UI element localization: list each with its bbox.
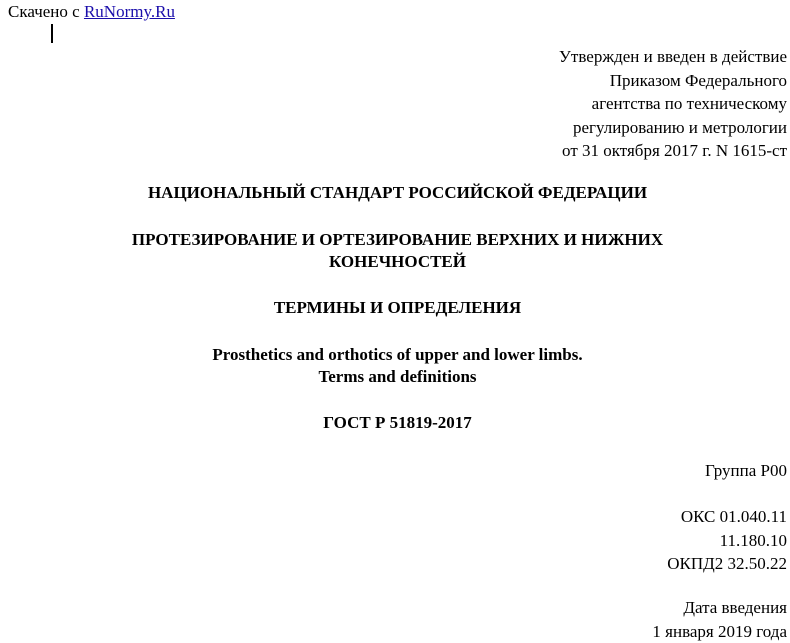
classification-group xyxy=(705,459,787,483)
runormy-link[interactable]: RuNormy.Ru xyxy=(84,2,175,21)
english-title-line-1: Prosthetics and orthotics of upper and lower limbs. xyxy=(0,344,790,366)
approval-line: агентства по техническому xyxy=(559,92,787,116)
approval-line: Приказом Федерального xyxy=(559,69,787,93)
oks-code-2: 11.180.10 xyxy=(667,529,787,553)
english-title-line-2: Terms and definitions xyxy=(0,366,790,388)
text-cursor xyxy=(51,24,53,43)
national-standard-title-text: НАЦИОНАЛЬНЫЙ СТАНДАРТ РОССИЙСКОЙ ФЕДЕРАЦИИ xyxy=(0,182,790,204)
national-standard-title xyxy=(0,182,790,204)
source-line xyxy=(8,0,175,23)
oks-code-1: ОКС 01.040.11 xyxy=(667,505,787,529)
approval-line: от 31 октября 2017 г. N 1615-ст xyxy=(559,139,787,163)
group-code: Группа Р00 xyxy=(705,459,787,483)
english-title xyxy=(0,344,790,388)
subject-line-1: ПРОТЕЗИРОВАНИЕ И ОРТЕЗИРОВАНИЕ ВЕРХНИХ И НИЖНИХ xyxy=(0,229,790,251)
standard-designation xyxy=(0,412,790,434)
classification-codes xyxy=(667,505,787,576)
source-prefix: Скачено с xyxy=(8,2,84,21)
subject-line-2: КОНЕЧНОСТЕЙ xyxy=(0,251,790,273)
approval-line: Утвержден и введен в действие xyxy=(559,45,787,69)
document-type-title xyxy=(0,297,790,319)
approval-block xyxy=(559,45,787,163)
standard-subject-title xyxy=(0,229,790,273)
introduction-date-block xyxy=(652,596,787,643)
document-type-text: ТЕРМИНЫ И ОПРЕДЕЛЕНИЯ xyxy=(0,297,790,319)
approval-line: регулированию и метрологии xyxy=(559,116,787,140)
introduction-label: Дата введения xyxy=(652,596,787,620)
okpd-code: ОКПД2 32.50.22 xyxy=(667,552,787,576)
introduction-date: 1 января 2019 года xyxy=(652,620,787,643)
designation-text: ГОСТ Р 51819-2017 xyxy=(0,412,790,434)
